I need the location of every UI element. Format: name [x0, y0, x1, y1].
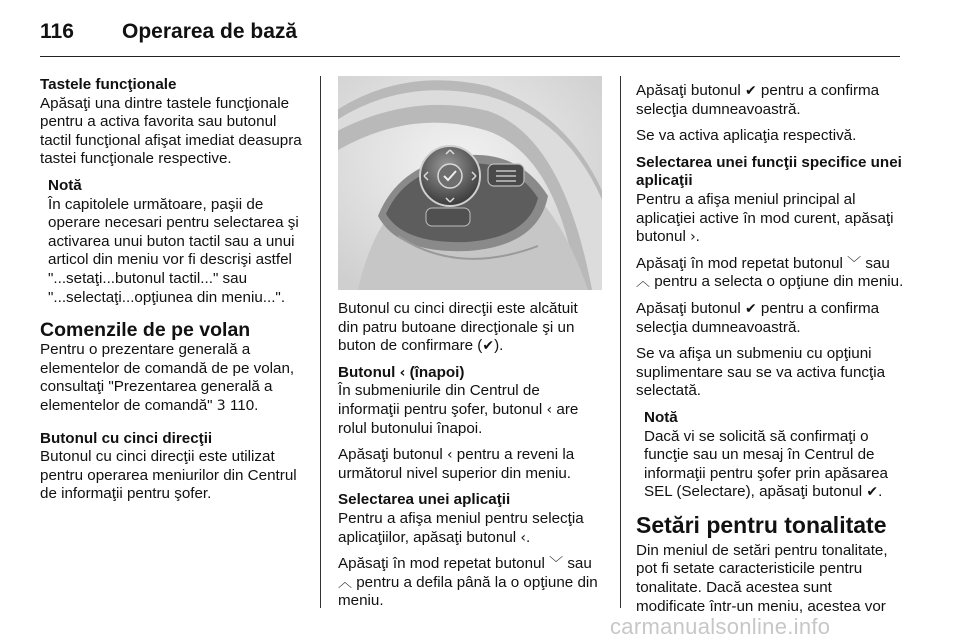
watermark-text: carmanualsonline.info: [610, 614, 831, 639]
paragraph-five-way-button: Butonul cu cinci direcţii este utilizat pentru operarea meniurilor din Centrul de informaţii pentru şofer.: [40, 448, 297, 503]
page-header: [40, 20, 900, 57]
note-box: [644, 409, 904, 502]
chevron-left-icon: ‹: [520, 529, 526, 546]
paragraph-function-keys: Apăsaţi una dintre tastele funcţionale pentru a activa favorita sau butonul tactil funcţional afişat imediat deasupra tastei funcţionale respective.: [40, 94, 302, 168]
check-icon: ✔: [482, 338, 495, 355]
chevron-right-icon: ›: [690, 229, 696, 246]
note-title: Notă: [644, 408, 678, 426]
paragraph-steering-controls: Pentru o prezentare generală a elementelor de comandă de pe volan, consultaţi "Prezentarea generală a elementelor de comandă" 3 110.: [40, 341, 295, 414]
page-ref-icon: 3: [216, 397, 226, 414]
chevron-up-icon: ︿: [636, 274, 650, 291]
paragraph-app-activated: Se va activa aplicaţia respectivă.: [636, 127, 857, 145]
column-divider: [320, 76, 321, 608]
paragraph-five-way-description: Butonul cu cinci direcţii este alcătuit din patru butoane direcţionale şi un buton de confirmare (✔).: [338, 300, 578, 355]
paragraph-back-level: Apăsaţi butonul ‹ pentru a reveni la următorul nivel superior din meniu.: [338, 446, 575, 482]
heading-select-function: Selectarea unei funcţii specifice unei aplicaţii: [636, 153, 902, 190]
heading-function-keys: Tastele funcţionale: [40, 76, 177, 93]
heading-back-button: Butonul ‹ (înapoi): [338, 363, 465, 381]
check-icon: ✔: [744, 300, 757, 317]
note-text: Dacă vi se solicită să confirmaţi o funcţie sau un mesaj în Centrul de informaţii pentru şofer prin apăsarea SEL (Selectare), apăsaţi butonul ✔.: [644, 427, 888, 501]
heading-select-application: Selectarea unei aplicaţii: [338, 491, 511, 509]
heading-steering-controls: Comenzile de pe volan: [40, 319, 251, 342]
chevron-up-icon: ︿: [338, 574, 352, 591]
note-title: Notă: [48, 176, 82, 194]
column-left: [40, 76, 308, 512]
heading-five-way-button: Butonul cu cinci direcţii: [40, 429, 213, 447]
note-box: [48, 177, 308, 307]
chevron-down-icon: ﹀: [847, 255, 862, 272]
chevron-down-icon: ﹀: [549, 556, 564, 573]
check-icon: ✔: [744, 83, 757, 99]
paragraph-select-application: Pentru a afişa meniul pentru selecţia aplicaţiilor, apăsaţi butonul ‹.: [338, 509, 584, 546]
heading-tone-settings: Setări pentru tonalitate: [636, 511, 887, 538]
steering-wheel-illustration: [338, 76, 602, 290]
paragraph-main-menu: Pentru a afişa meniul principal al aplicaţiei active în mod curent, apăsaţi butonul ›.: [636, 190, 894, 246]
page-title: Operarea de bază: [122, 20, 298, 43]
paragraph-confirm-selection: Apăsaţi butonul ✔ pentru a confirma selecţia dumneavoastră.: [636, 82, 880, 118]
chevron-left-icon: ‹: [446, 447, 453, 464]
paragraph-confirm-selection-2: Apăsaţi butonul ✔ pentru a confirma selecţia dumneavoastră.: [636, 299, 880, 336]
paragraph-scroll-menu: Apăsaţi în mod repetat butonul ﹀ sau ︿ pentru a defila până la o opţiune din meniu.: [338, 555, 598, 610]
steering-wheel-photo: [338, 76, 602, 290]
paragraph-back-button: În submeniurile din Centrul de informaţii pentru şofer, butonul ‹ are rolul butonului înapoi.: [338, 382, 579, 437]
chevron-left-icon: ‹: [546, 401, 553, 418]
column-divider: [620, 76, 621, 608]
paragraph-repeat-select: Apăsaţi în mod repetat butonul ﹀ sau ︿ pentru a selecta o opţiune din meniu.: [636, 254, 904, 291]
column-middle: [338, 300, 602, 619]
paragraph-submenu: Se va afişa un submeniu cu opţiuni suplimentare sau se va activa funcţia selectată.: [636, 345, 886, 400]
chevron-left-icon: ‹: [399, 364, 406, 381]
paragraph-tone-settings: Din meniul de setări pentru tonalitate, pot fi setate caracteristicile pentru tonalitate. Dacă acestea sunt modificate într-un meniu, acestea vor: [636, 541, 888, 615]
column-right: [636, 82, 904, 624]
check-icon: ✔: [866, 484, 879, 501]
note-text: În capitolele următoare, paşii de operare necesari pentru selectarea şi activarea unui buton tactil sau a unui articol din meniu vor fi descrişi astfel "...setaţi...butonul tactil..." sau "...selectaţi...opţiunea din meniu...".: [48, 195, 299, 306]
page-number: 116: [40, 20, 74, 43]
